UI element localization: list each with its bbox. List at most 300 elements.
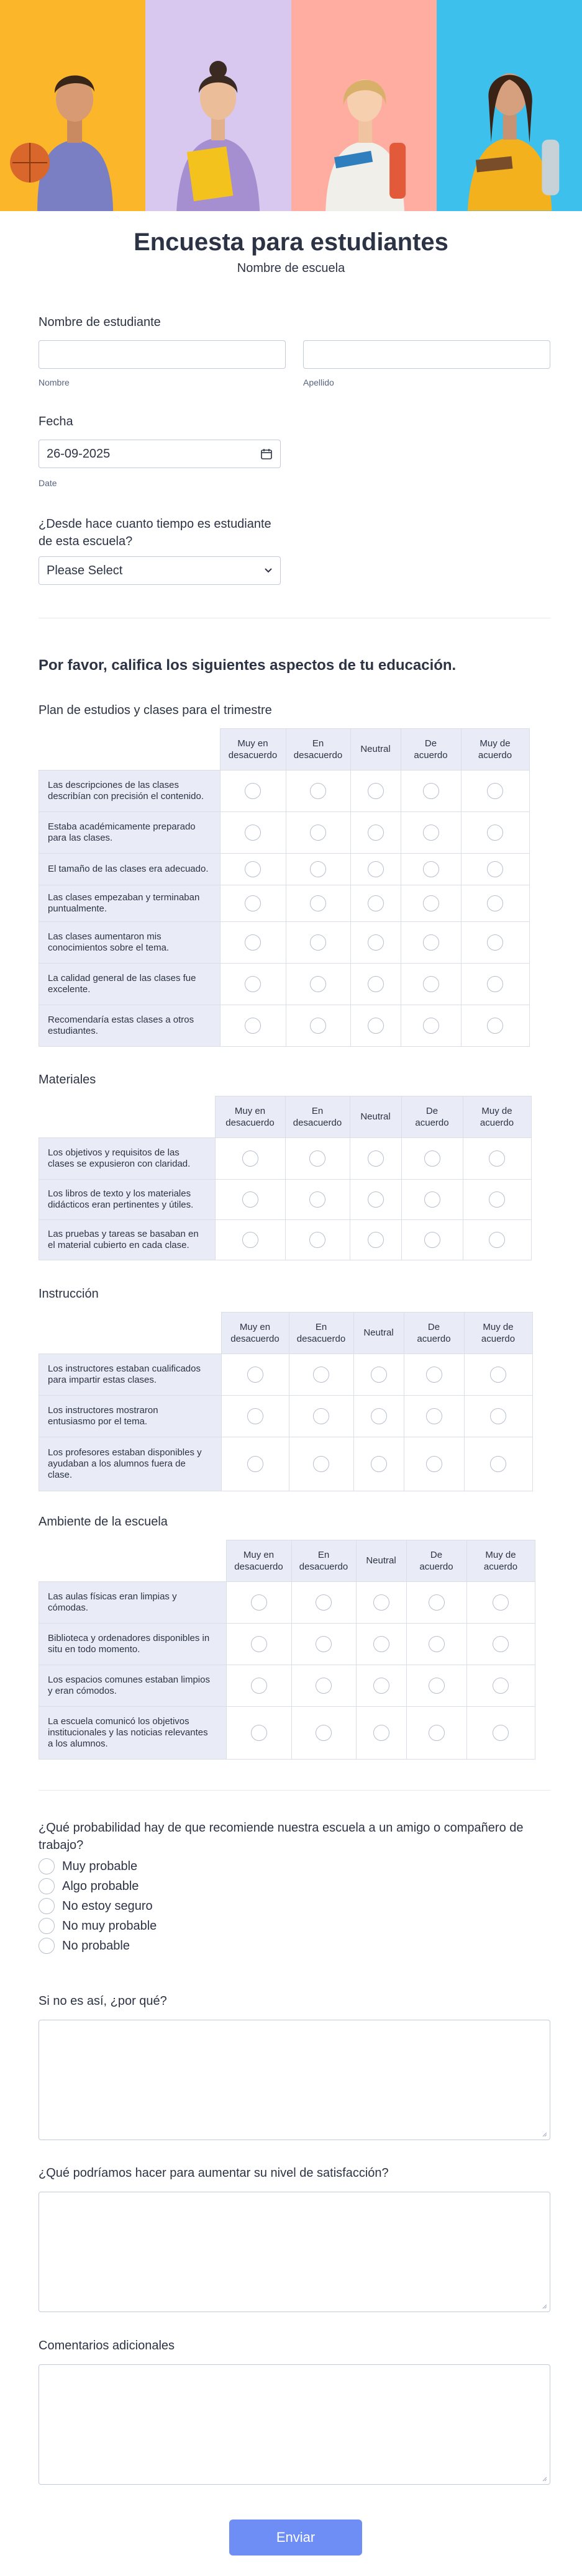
row-label-line: para las clases. — [48, 832, 113, 843]
matrix-row-label — [39, 811, 221, 853]
matrix-column-header — [291, 1540, 356, 1582]
column-header-line: En — [311, 1105, 324, 1116]
radio-button[interactable] — [316, 1678, 332, 1694]
radio-button[interactable] — [39, 1938, 55, 1954]
matrix-cell[interactable] — [350, 1179, 401, 1219]
improve-textarea[interactable] — [39, 2192, 550, 2312]
radio-button[interactable] — [310, 1018, 326, 1034]
student-photo-1 — [0, 0, 145, 211]
column-header-line: acuerdo — [481, 1333, 516, 1344]
row-label-line: Las clases aumentaron mis — [48, 931, 161, 942]
column-header-line: desacuerdo — [296, 1333, 346, 1344]
row-label-line: describían con precisión el contenido. — [48, 790, 204, 802]
row-label-line: Recomendaría estas clases a otros — [48, 1014, 194, 1025]
radio-button[interactable] — [309, 1191, 325, 1208]
matrix-cell[interactable] — [401, 853, 461, 885]
radio-button[interactable] — [424, 1232, 440, 1248]
matrix-cell[interactable] — [226, 1706, 291, 1759]
matrix-column-header — [221, 1313, 289, 1354]
recommend-option-3[interactable] — [39, 1898, 153, 1914]
column-header-line: Neutral — [360, 744, 391, 755]
matrix-cell[interactable] — [401, 885, 461, 921]
rating-intro: Por favor, califica los siguientes aspectos de tu educación. — [39, 657, 457, 674]
column-header-line: desacuerdo — [225, 1117, 275, 1128]
radio-button[interactable] — [489, 1191, 505, 1208]
radio-button[interactable] — [423, 976, 439, 992]
matrix-cell[interactable] — [461, 921, 529, 963]
radio-button[interactable] — [251, 1636, 267, 1652]
resize-grip-icon[interactable] — [541, 2475, 547, 2482]
radio-button[interactable] — [423, 825, 439, 841]
matrix-column-header — [285, 1096, 350, 1138]
radio-button[interactable] — [368, 825, 384, 841]
radio-button[interactable] — [493, 1725, 509, 1741]
row-label-line: clase. — [48, 1469, 73, 1480]
matrix-cell[interactable] — [404, 1395, 464, 1437]
column-header-line: Muy de — [481, 1105, 512, 1116]
radio-button[interactable] — [487, 976, 503, 992]
matrix-row-label — [39, 921, 221, 963]
matrix-row — [39, 1354, 533, 1395]
radio-button[interactable] — [373, 1678, 389, 1694]
row-label-line: Las descripciones de las clases — [48, 779, 179, 790]
matrix-cell[interactable] — [401, 811, 461, 853]
rating-matrix-table — [39, 1540, 535, 1760]
matrix-column-header — [350, 1096, 401, 1138]
time-at-school-select[interactable] — [39, 556, 281, 585]
radio-button[interactable] — [429, 1725, 445, 1741]
matrix-cell[interactable] — [401, 1179, 463, 1219]
recommend-option-2[interactable] — [39, 1878, 139, 1894]
radio-button[interactable] — [309, 1150, 325, 1167]
chevron-down-icon — [264, 567, 273, 574]
radio-button[interactable] — [371, 1408, 387, 1424]
radio-button[interactable] — [493, 1678, 509, 1694]
radio-button[interactable] — [493, 1594, 509, 1611]
date-sublabel: Date — [39, 478, 57, 488]
radio-button[interactable] — [245, 895, 261, 911]
radio-button[interactable] — [368, 861, 384, 877]
column-header-line: Muy en — [237, 738, 268, 749]
column-header-line: En — [317, 1549, 330, 1560]
matrix-header-row — [39, 1096, 532, 1138]
matrix-row — [39, 1581, 535, 1623]
matrix-cell[interactable] — [461, 770, 529, 811]
matrix-cell[interactable] — [286, 963, 350, 1005]
recommend-option-label: Muy probable — [62, 1859, 138, 1873]
radio-button[interactable] — [423, 895, 439, 911]
radio-button[interactable] — [310, 934, 326, 951]
matrix-cell[interactable] — [464, 1354, 532, 1395]
radio-button[interactable] — [310, 783, 326, 799]
matrix-cell[interactable] — [289, 1354, 353, 1395]
radio-button[interactable] — [368, 1232, 384, 1248]
radio-button[interactable] — [487, 895, 503, 911]
matrix-cell[interactable] — [285, 1219, 350, 1260]
radio-button[interactable] — [242, 1150, 258, 1167]
why-not-value — [39, 2020, 550, 2033]
matrix-cell[interactable] — [401, 921, 461, 963]
radio-button[interactable] — [245, 934, 261, 951]
calendar-icon[interactable] — [260, 448, 273, 460]
matrix-corner — [39, 729, 221, 771]
matrix-cell[interactable] — [466, 1706, 535, 1759]
column-header-line: Neutral — [366, 1555, 396, 1566]
radio-button[interactable] — [310, 895, 326, 911]
first-name-input[interactable] — [39, 340, 286, 369]
matrix-cell[interactable] — [466, 1581, 535, 1623]
matrix-cell[interactable] — [463, 1219, 531, 1260]
radio-button[interactable] — [373, 1636, 389, 1652]
recommend-option-4[interactable] — [39, 1918, 157, 1934]
matrix-cell[interactable] — [221, 1354, 289, 1395]
row-label-line: Las clases empezaban y terminaban — [48, 892, 200, 903]
radio-button[interactable] — [426, 1456, 442, 1472]
matrix-row — [39, 963, 530, 1005]
matrix-cell[interactable] — [463, 1137, 531, 1179]
row-label-line: La escuela comunicó los objetivos — [48, 1715, 189, 1727]
why-not-textarea[interactable] — [39, 2020, 550, 2140]
radio-button[interactable] — [245, 783, 261, 799]
matrix-cell[interactable] — [291, 1581, 356, 1623]
matrix-cell[interactable] — [461, 811, 529, 853]
radio-button[interactable] — [316, 1725, 332, 1741]
row-label-line: institucionales y las noticias relevantes — [48, 1727, 208, 1738]
matrix-cell[interactable] — [286, 885, 350, 921]
radio-button[interactable] — [493, 1636, 509, 1652]
matrix-cell[interactable] — [406, 1665, 466, 1706]
matrix-cell[interactable] — [350, 921, 401, 963]
matrix-row — [39, 853, 530, 885]
matrix-cell[interactable] — [285, 1179, 350, 1219]
row-label-line: clases se expusieron con claridad. — [48, 1158, 191, 1169]
radio-button[interactable] — [242, 1191, 258, 1208]
radio-button[interactable] — [313, 1456, 329, 1472]
radio-button[interactable] — [423, 1018, 439, 1034]
matrix-cell[interactable] — [291, 1706, 356, 1759]
radio-button[interactable] — [247, 1456, 263, 1472]
radio-button[interactable] — [316, 1636, 332, 1652]
radio-button[interactable] — [423, 934, 439, 951]
radio-button[interactable] — [310, 861, 326, 877]
radio-button[interactable] — [368, 895, 384, 911]
submit-button[interactable]: Enviar — [229, 2520, 362, 2556]
matrix-row-label — [39, 1437, 222, 1491]
matrix-row-label — [39, 1137, 216, 1179]
radio-button[interactable] — [313, 1367, 329, 1383]
radio-button[interactable] — [316, 1594, 332, 1611]
radio-button[interactable] — [368, 1018, 384, 1034]
radio-button[interactable] — [242, 1232, 258, 1248]
matrix-cell[interactable] — [220, 921, 286, 963]
radio-button[interactable] — [245, 976, 261, 992]
matrix-title-2: Materiales — [39, 1073, 96, 1087]
matrix-cell[interactable] — [356, 1623, 406, 1665]
date-input[interactable] — [39, 440, 281, 468]
section-divider-2 — [39, 1790, 550, 1791]
radio-button[interactable] — [487, 825, 503, 841]
matrix-cell[interactable] — [356, 1665, 406, 1706]
matrix-row — [39, 1665, 535, 1706]
row-label-line: puntualmente. — [48, 903, 107, 914]
matrix-cell[interactable] — [406, 1581, 466, 1623]
matrix-cell[interactable] — [401, 1005, 461, 1046]
matrix-cell[interactable] — [220, 811, 286, 853]
matrix-cell[interactable] — [353, 1354, 404, 1395]
radio-button[interactable] — [373, 1594, 389, 1611]
radio-button[interactable] — [373, 1725, 389, 1741]
matrix-cell[interactable] — [291, 1623, 356, 1665]
matrix-cell[interactable] — [286, 921, 350, 963]
radio-button[interactable] — [245, 861, 261, 877]
column-header-line: Muy en — [243, 1549, 275, 1560]
row-label-line: entusiasmo por el tema. — [48, 1416, 148, 1427]
matrix-cell[interactable] — [406, 1706, 466, 1759]
matrix-column-header — [401, 729, 461, 771]
matrix-cell[interactable] — [291, 1665, 356, 1706]
row-label-line: excelente. — [48, 983, 91, 995]
radio-button[interactable] — [429, 1678, 445, 1694]
matrix-corner — [39, 1313, 222, 1354]
column-header-line: desacuerdo — [234, 1561, 283, 1572]
radio-button[interactable] — [39, 1918, 55, 1934]
row-label-line: Los objetivos y requisitos de las — [48, 1147, 180, 1158]
matrix-cell[interactable] — [286, 811, 350, 853]
matrix-row-label — [39, 1706, 227, 1759]
comments-textarea[interactable] — [39, 2364, 550, 2485]
matrix-cell[interactable] — [350, 885, 401, 921]
matrix-cell[interactable] — [461, 963, 529, 1005]
column-header-line: Muy de — [480, 738, 511, 749]
recommend-option-5[interactable] — [39, 1938, 130, 1954]
column-header-line: acuerdo — [483, 1561, 518, 1572]
radio-button[interactable] — [423, 861, 439, 877]
radio-button[interactable] — [487, 861, 503, 877]
radio-button[interactable] — [424, 1150, 440, 1167]
matrix-cell[interactable] — [404, 1354, 464, 1395]
matrix-cell[interactable] — [461, 853, 529, 885]
matrix-cell[interactable] — [356, 1706, 406, 1759]
resize-grip-icon[interactable] — [541, 2131, 547, 2137]
student-illustration-3 — [291, 0, 437, 211]
recommend-option-1[interactable] — [39, 1858, 137, 1874]
column-header-line: Muy en — [234, 1105, 266, 1116]
column-header-line: desacuerdo — [299, 1561, 348, 1572]
form-subtitle: Nombre de escuela — [237, 261, 345, 275]
radio-button[interactable] — [490, 1367, 506, 1383]
matrix-cell[interactable] — [401, 1137, 463, 1179]
radio-button[interactable] — [426, 1367, 442, 1383]
matrix-cell[interactable] — [401, 1219, 463, 1260]
student-name-label: Nombre de estudiante — [39, 315, 161, 329]
matrix-row — [39, 1137, 532, 1179]
matrix-cell[interactable] — [286, 853, 350, 885]
radio-button[interactable] — [309, 1232, 325, 1248]
radio-button[interactable] — [487, 1018, 503, 1034]
matrix-row — [39, 1623, 535, 1665]
why-not-label: Si no es así, ¿por qué? — [39, 1994, 167, 2008]
column-header-line: desacuerdo — [293, 1117, 342, 1128]
row-label-line: Biblioteca y ordenadores disponibles in — [48, 1632, 210, 1643]
column-header-line: De — [427, 1321, 440, 1332]
column-header-line: acuerdo — [417, 1333, 451, 1344]
radio-button[interactable] — [368, 783, 384, 799]
row-label-line: Los libros de texto y los materiales — [48, 1188, 191, 1199]
row-label-line: didácticos eran pertinentes y útiles. — [48, 1199, 194, 1210]
matrix-cell[interactable] — [350, 811, 401, 853]
matrix-row-label — [39, 770, 221, 811]
radio-button[interactable] — [426, 1408, 442, 1424]
radio-button[interactable] — [39, 1878, 55, 1894]
recommend-option-label: No probable — [62, 1938, 130, 1953]
column-header-line: desacuerdo — [228, 749, 278, 761]
matrix-column-header — [226, 1540, 291, 1582]
column-header-line: acuerdo — [415, 1117, 449, 1128]
radio-button[interactable] — [489, 1232, 505, 1248]
matrix-cell[interactable] — [350, 963, 401, 1005]
matrix-cell[interactable] — [289, 1437, 353, 1491]
matrix-cell[interactable] — [350, 1219, 401, 1260]
row-label-line: Las aulas físicas eran limpias y — [48, 1591, 177, 1602]
radio-button[interactable] — [429, 1636, 445, 1652]
matrix-cell[interactable] — [350, 853, 401, 885]
radio-button[interactable] — [310, 976, 326, 992]
matrix-cell[interactable] — [350, 1005, 401, 1046]
radio-button[interactable] — [371, 1367, 387, 1383]
row-label-line: La calidad general de las clases fue — [48, 972, 196, 983]
matrix-cell[interactable] — [226, 1623, 291, 1665]
matrix-cell[interactable] — [220, 853, 286, 885]
matrix-corner — [39, 1540, 227, 1582]
matrix-row-label — [39, 1354, 222, 1395]
matrix-cell[interactable] — [220, 963, 286, 1005]
radio-button[interactable] — [368, 1191, 384, 1208]
radio-button[interactable] — [368, 934, 384, 951]
radio-button[interactable] — [245, 1018, 261, 1034]
matrix-cell[interactable] — [353, 1395, 404, 1437]
matrix-column-header — [401, 1096, 463, 1138]
column-header-line: Neutral — [360, 1111, 391, 1123]
matrix-cell[interactable] — [463, 1179, 531, 1219]
matrix-cell[interactable] — [286, 770, 350, 811]
row-label-line: situ en todo momento. — [48, 1643, 140, 1655]
radio-button[interactable] — [245, 825, 261, 841]
student-illustration-4 — [437, 0, 582, 211]
matrix-row-label — [39, 1581, 227, 1623]
radio-button[interactable] — [368, 1150, 384, 1167]
matrix-header-row — [39, 1313, 533, 1354]
matrix-cell[interactable] — [215, 1219, 285, 1260]
last-name-sublabel: Apellido — [303, 377, 334, 387]
matrix-cell[interactable] — [353, 1437, 404, 1491]
rating-matrix-table — [39, 728, 530, 1047]
matrix-cell[interactable] — [289, 1395, 353, 1437]
matrix-cell[interactable] — [406, 1623, 466, 1665]
matrix-cell[interactable] — [220, 1005, 286, 1046]
matrix-cell[interactable] — [401, 963, 461, 1005]
radio-button[interactable] — [251, 1725, 267, 1741]
radio-button[interactable] — [487, 934, 503, 951]
matrix-cell[interactable] — [404, 1437, 464, 1491]
column-header-line: En — [315, 1321, 327, 1332]
matrix-cell[interactable] — [461, 1005, 529, 1046]
row-label-line: Los espacios comunes estaban limpios — [48, 1674, 210, 1685]
matrix-cell[interactable] — [350, 770, 401, 811]
matrix-cell[interactable] — [461, 885, 529, 921]
matrix-cell[interactable] — [215, 1137, 285, 1179]
column-header-line: De — [425, 1105, 439, 1116]
radio-button[interactable] — [487, 783, 503, 799]
radio-button[interactable] — [39, 1858, 55, 1874]
row-label-line: Estaba académicamente preparado — [48, 821, 196, 832]
matrix-cell[interactable] — [401, 770, 461, 811]
matrix-cell[interactable] — [220, 770, 286, 811]
radio-button[interactable] — [251, 1678, 267, 1694]
matrix-column-header — [350, 729, 401, 771]
radio-button[interactable] — [247, 1367, 263, 1383]
row-label-line: Las pruebas y tareas se basaban en — [48, 1228, 199, 1239]
radio-button[interactable] — [247, 1408, 263, 1424]
matrix-cell[interactable] — [226, 1581, 291, 1623]
student-illustration-2 — [145, 0, 291, 211]
last-name-input[interactable] — [303, 340, 550, 369]
column-header-line: Neutral — [363, 1327, 394, 1339]
matrix-cell[interactable] — [466, 1623, 535, 1665]
column-header-line: De — [430, 1549, 443, 1560]
matrix-cell[interactable] — [221, 1437, 289, 1491]
row-label-line: cómodas. — [48, 1602, 89, 1613]
matrix-cell[interactable] — [464, 1395, 532, 1437]
matrix-cell[interactable] — [220, 885, 286, 921]
matrix-cell[interactable] — [285, 1137, 350, 1179]
matrix-cell[interactable] — [221, 1395, 289, 1437]
student-illustration-1 — [0, 0, 145, 211]
radio-button[interactable] — [313, 1408, 329, 1424]
matrix-cell[interactable] — [350, 1137, 401, 1179]
matrix-cell[interactable] — [464, 1437, 532, 1491]
matrix-title-1: Plan de estudios y clases para el trimestre — [39, 703, 272, 717]
matrix-cell[interactable] — [466, 1665, 535, 1706]
matrix-row-label — [39, 1623, 227, 1665]
resize-grip-icon[interactable] — [541, 2303, 547, 2309]
row-label-line: conocimientos sobre el tema. — [48, 942, 170, 953]
row-label-line: a los alumnos. — [48, 1738, 108, 1749]
radio-button[interactable] — [489, 1150, 505, 1167]
radio-button[interactable] — [423, 783, 439, 799]
matrix-cell[interactable] — [356, 1581, 406, 1623]
radio-button[interactable] — [39, 1898, 55, 1914]
radio-button[interactable] — [368, 976, 384, 992]
matrix-column-header — [286, 729, 350, 771]
matrix-corner — [39, 1096, 216, 1138]
matrix-row-label — [39, 853, 221, 885]
radio-button[interactable] — [490, 1408, 506, 1424]
radio-button[interactable] — [310, 825, 326, 841]
radio-button[interactable] — [424, 1191, 440, 1208]
form-title: Encuesta para estudiantes — [134, 228, 448, 256]
row-label-line: el material cubierto en cada clase. — [48, 1239, 189, 1250]
matrix-column-header — [404, 1313, 464, 1354]
radio-button[interactable] — [490, 1456, 506, 1472]
rating-matrix-table — [39, 1096, 532, 1260]
radio-button[interactable] — [251, 1594, 267, 1611]
matrix-column-header — [466, 1540, 535, 1582]
matrix-cell[interactable] — [226, 1665, 291, 1706]
radio-button[interactable] — [371, 1456, 387, 1472]
matrix-cell[interactable] — [286, 1005, 350, 1046]
matrix-cell[interactable] — [215, 1179, 285, 1219]
radio-button[interactable] — [429, 1594, 445, 1611]
